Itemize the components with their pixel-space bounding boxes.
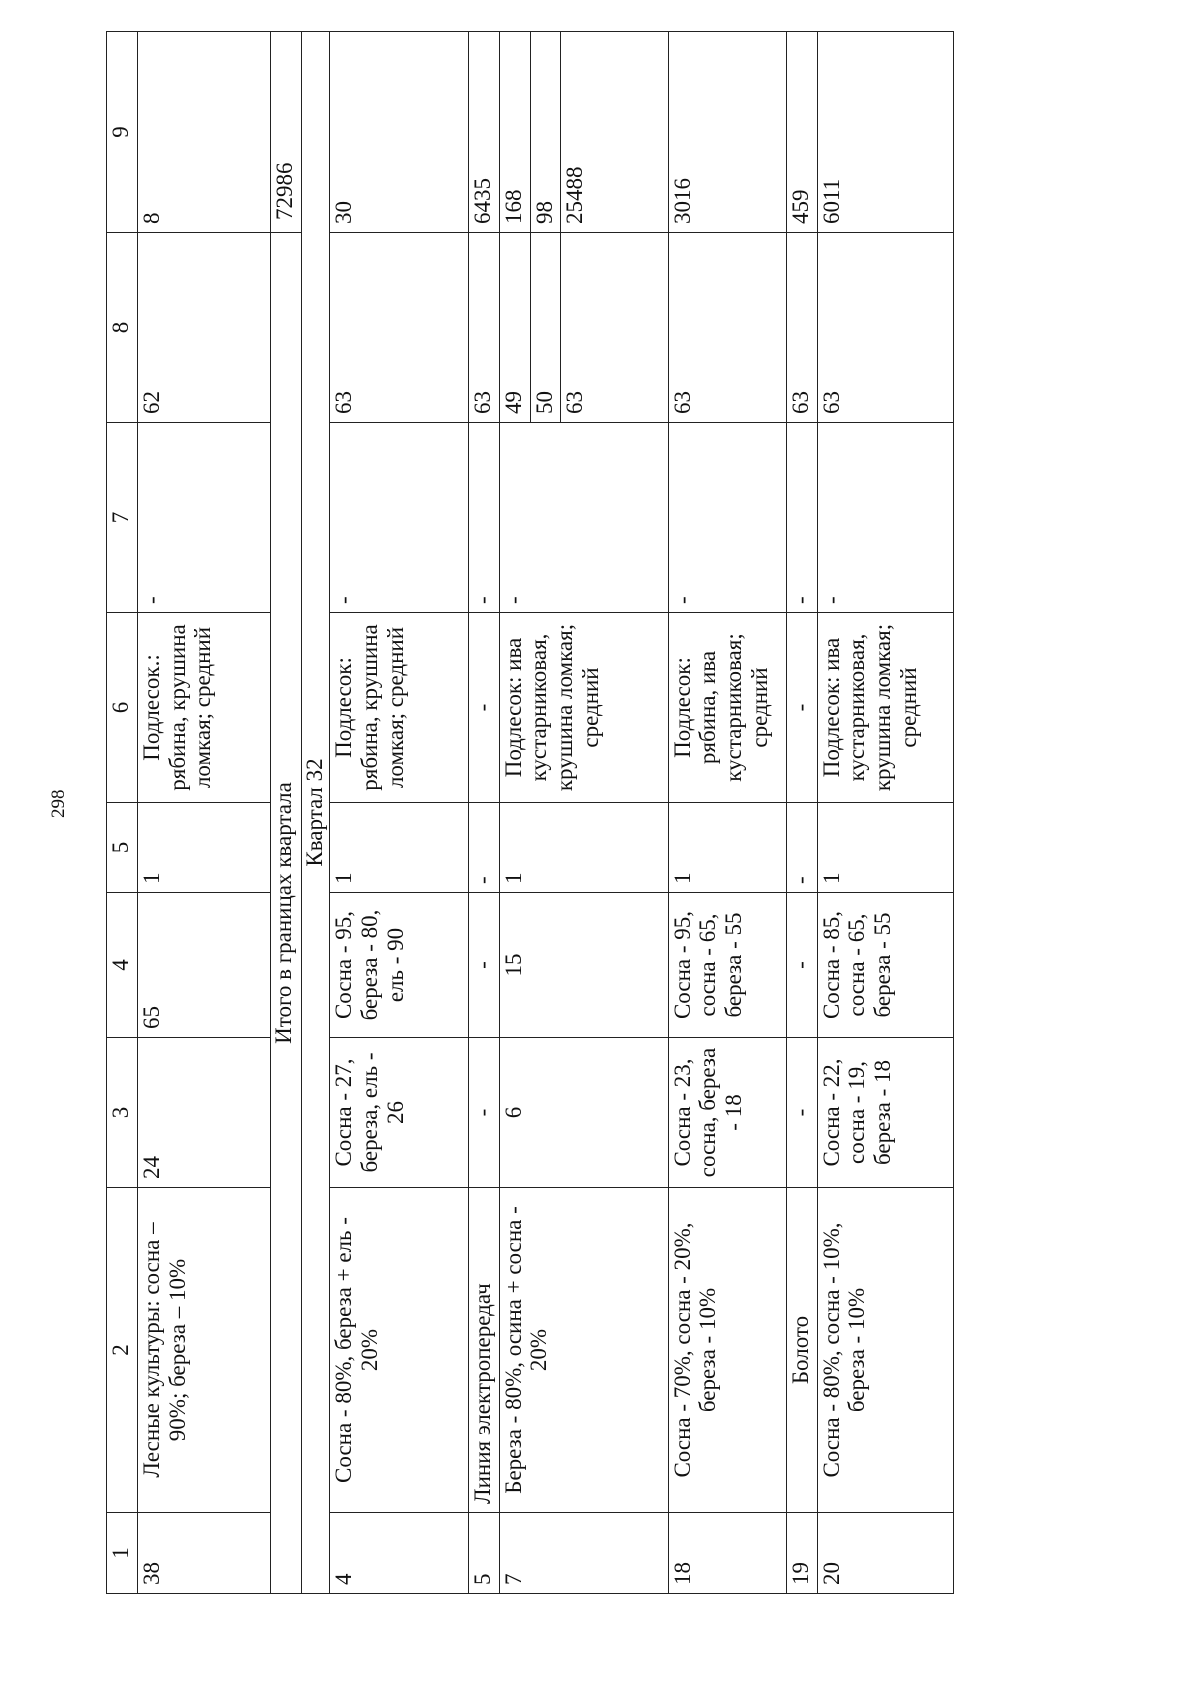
table-row-5 <box>468 32 499 1594</box>
total-row <box>270 32 301 1594</box>
cell-plot-number: 18 <box>668 1513 786 1594</box>
cell-undergrowth: Подлесок: рябина, крушина ломкая; средний <box>330 613 468 803</box>
section-row <box>301 32 330 1594</box>
cell-col7: - <box>668 423 786 613</box>
header-cell: 5 <box>107 803 138 893</box>
cell-class: 1 <box>499 803 668 893</box>
header-cell: 4 <box>107 893 138 1038</box>
cell-class: 1 <box>668 803 786 893</box>
table-row-18 <box>668 32 786 1594</box>
cell-col7: - <box>817 423 953 613</box>
cell-plot-number: 5 <box>468 1513 499 1594</box>
cell-class: 1 <box>817 803 953 893</box>
cell-area: 8 <box>137 32 270 233</box>
cell-age: 15 <box>499 893 668 1038</box>
cell-col8: 63 <box>561 233 668 423</box>
cell-height: Сосна - 27, береза, ель - 26 <box>330 1038 468 1188</box>
cell-col7: - <box>330 423 468 613</box>
cell-area: 3016 <box>668 32 786 233</box>
cell-class: 1 <box>330 803 468 893</box>
cell-class: - <box>786 803 817 893</box>
table-row-4 <box>330 32 468 1594</box>
cell-area: 168 <box>499 32 530 233</box>
cell-col7: - <box>468 423 499 613</box>
cell-col8: 63 <box>668 233 786 423</box>
table-row-19 <box>786 32 817 1594</box>
cell-col7: - <box>786 423 817 613</box>
cell-col7: - <box>499 423 668 613</box>
cell-area: 6011 <box>817 32 953 233</box>
header-cell: 2 <box>107 1188 138 1513</box>
cell-age: Сосна - 95, береза - 80, ель - 90 <box>330 893 468 1038</box>
cell-col8: 63 <box>330 233 468 423</box>
total-label: Итого в границах квартала <box>270 233 301 1594</box>
cell-col7: - <box>137 423 270 613</box>
cell-col8: 62 <box>137 233 270 423</box>
table-row-20 <box>817 32 953 1594</box>
cell-plot-number: 20 <box>817 1513 953 1594</box>
cell-col8: 63 <box>786 233 817 423</box>
cell-col8: 50 <box>530 233 561 423</box>
total-value: 72986 <box>270 32 301 233</box>
header-cell: 7 <box>107 423 138 613</box>
cell-age: Сосна - 85, сосна - 65, береза - 55 <box>817 893 953 1038</box>
cell-area: 30 <box>330 32 468 233</box>
cell-age: 65 <box>137 893 270 1038</box>
cell-area: 98 <box>530 32 561 233</box>
cell-undergrowth: - <box>786 613 817 803</box>
cell-plot-number: 4 <box>330 1513 468 1594</box>
page-number: 298 <box>48 789 69 818</box>
cell-class: 1 <box>137 803 270 893</box>
cell-composition: Сосна - 80%, сосна - 10%, береза - 10% <box>817 1188 953 1513</box>
cell-col8: 49 <box>499 233 530 423</box>
header-cell: 9 <box>107 32 138 233</box>
cell-col8: 63 <box>817 233 953 423</box>
cell-age: Сосна - 95, сосна - 65, береза - 55 <box>668 893 786 1038</box>
cell-composition: Сосна - 70%, сосна - 20%, береза - 10% <box>668 1188 786 1513</box>
cell-composition: Лесные культуры: сосна – 90%; береза – 10% <box>137 1188 270 1513</box>
cell-plot-number: 38 <box>137 1513 270 1594</box>
cell-undergrowth: Подлесок: ива кустарниковая, крушина ломкая; средний <box>499 613 668 803</box>
cell-height: - <box>786 1038 817 1188</box>
cell-plot-number: 7 <box>499 1513 668 1594</box>
cell-col8: 63 <box>468 233 499 423</box>
cell-area: 25488 <box>561 32 668 233</box>
cell-area: 459 <box>786 32 817 233</box>
cell-age: - <box>468 893 499 1038</box>
cell-age: - <box>786 893 817 1038</box>
section-title: Квартал 32 <box>301 32 330 1594</box>
cell-undergrowth: Подлесок: рябина, ива кустарниковая; средний <box>668 613 786 803</box>
header-row <box>107 32 138 1594</box>
table-row-38 <box>137 32 270 1594</box>
cell-composition: Болото <box>786 1188 817 1513</box>
cell-undergrowth: Подлесок.: рябина, крушина ломкая; средний <box>137 613 270 803</box>
cell-height: 24 <box>137 1038 270 1188</box>
cell-height: - <box>468 1038 499 1188</box>
cell-undergrowth: - <box>468 613 499 803</box>
cell-class: - <box>468 803 499 893</box>
cell-area: 6435 <box>468 32 499 233</box>
cell-composition: Сосна - 80%, береза + ель - 20% <box>330 1188 468 1513</box>
cell-height: Сосна - 22, сосна - 19, береза - 18 <box>817 1038 953 1188</box>
header-cell: 1 <box>107 1513 138 1594</box>
cell-undergrowth: Подлесок: ива кустарниковая, крушина ломкая; средний <box>817 613 953 803</box>
cell-height: Сосна - 23, сосна, береза - 18 <box>668 1038 786 1188</box>
header-cell: 3 <box>107 1038 138 1188</box>
cell-plot-number: 19 <box>786 1513 817 1594</box>
table-row-7 <box>499 32 530 1594</box>
header-cell: 8 <box>107 233 138 423</box>
forest-inventory-table <box>106 31 954 1594</box>
cell-height: 6 <box>499 1038 668 1188</box>
cell-composition: Береза - 80%, осина + сосна - 20% <box>499 1188 668 1513</box>
cell-composition: Линия электропередач <box>468 1188 499 1513</box>
header-cell: 6 <box>107 613 138 803</box>
